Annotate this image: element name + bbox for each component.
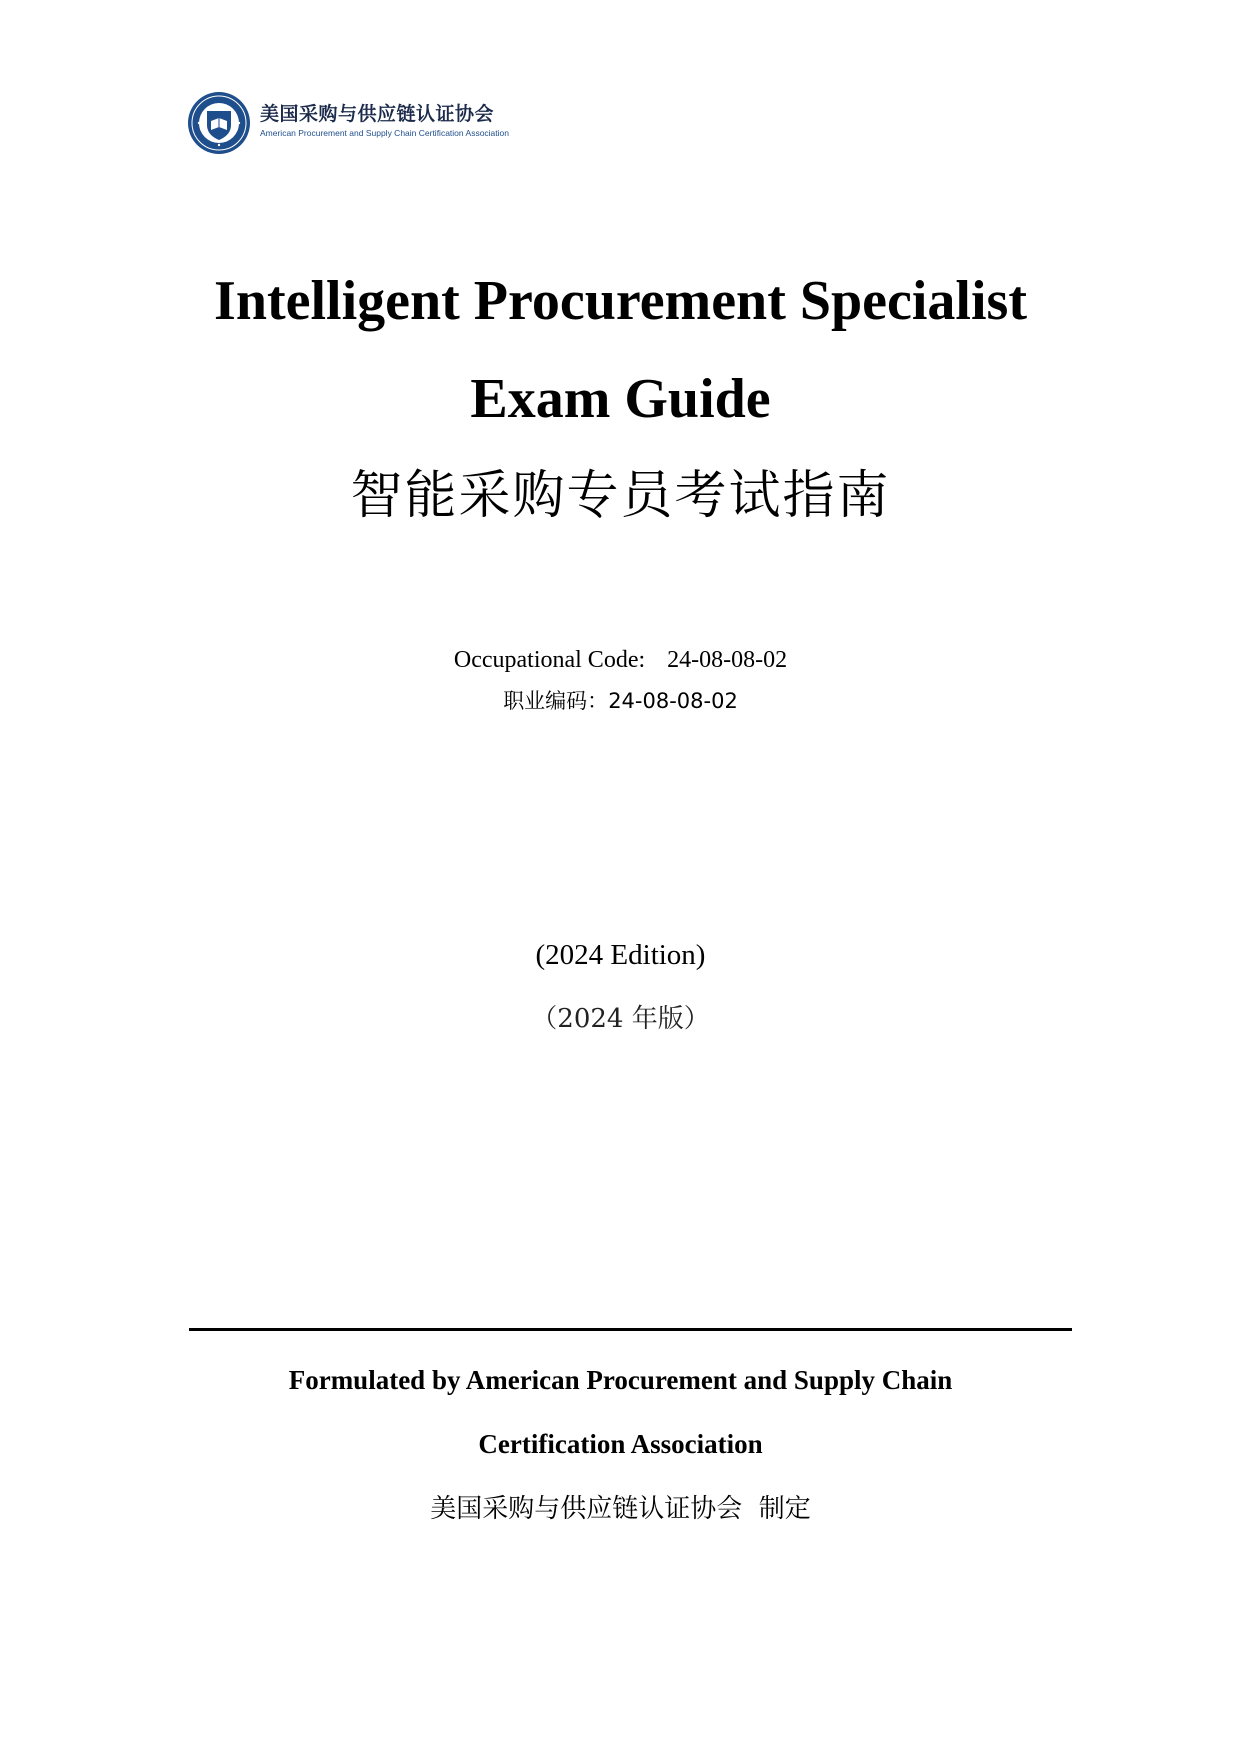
org-name-en: American Procurement and Supply Chain Certification Association xyxy=(260,128,509,138)
occupational-code-value: 24-08-08-02 xyxy=(667,647,788,673)
title-en-line-2: Exam Guide xyxy=(470,368,771,430)
association-seal-icon xyxy=(187,91,251,155)
occupational-code-cn-value: 24-08-08-02 xyxy=(608,689,738,713)
edition-cn: （2024 年版） xyxy=(531,1004,710,1034)
title-cn: 智能采购专员考试指南 xyxy=(350,466,891,526)
occupational-code-cn-label: 职业编码： xyxy=(503,689,609,713)
occupational-code-label: Occupational Code: xyxy=(453,647,646,673)
footer-formulated-by-line-1: Formulated by American Procurement and Supply Chain xyxy=(288,1365,953,1395)
footer-formulated-by-line-2: Certification Association xyxy=(478,1429,763,1459)
title-en-line-1: Intelligent Procurement Specialist xyxy=(214,270,1027,332)
footer-divider xyxy=(189,1328,1072,1331)
occupational-code-en xyxy=(0,646,1241,674)
edition-en: (2024 Edition) xyxy=(535,939,706,971)
org-name-cn: 美国采购与供应链认证协会 xyxy=(260,103,495,125)
occupational-code-cn xyxy=(0,687,1241,715)
footer-formulated-by-cn: 美国采购与供应链认证协会 制定 xyxy=(430,1494,811,1524)
